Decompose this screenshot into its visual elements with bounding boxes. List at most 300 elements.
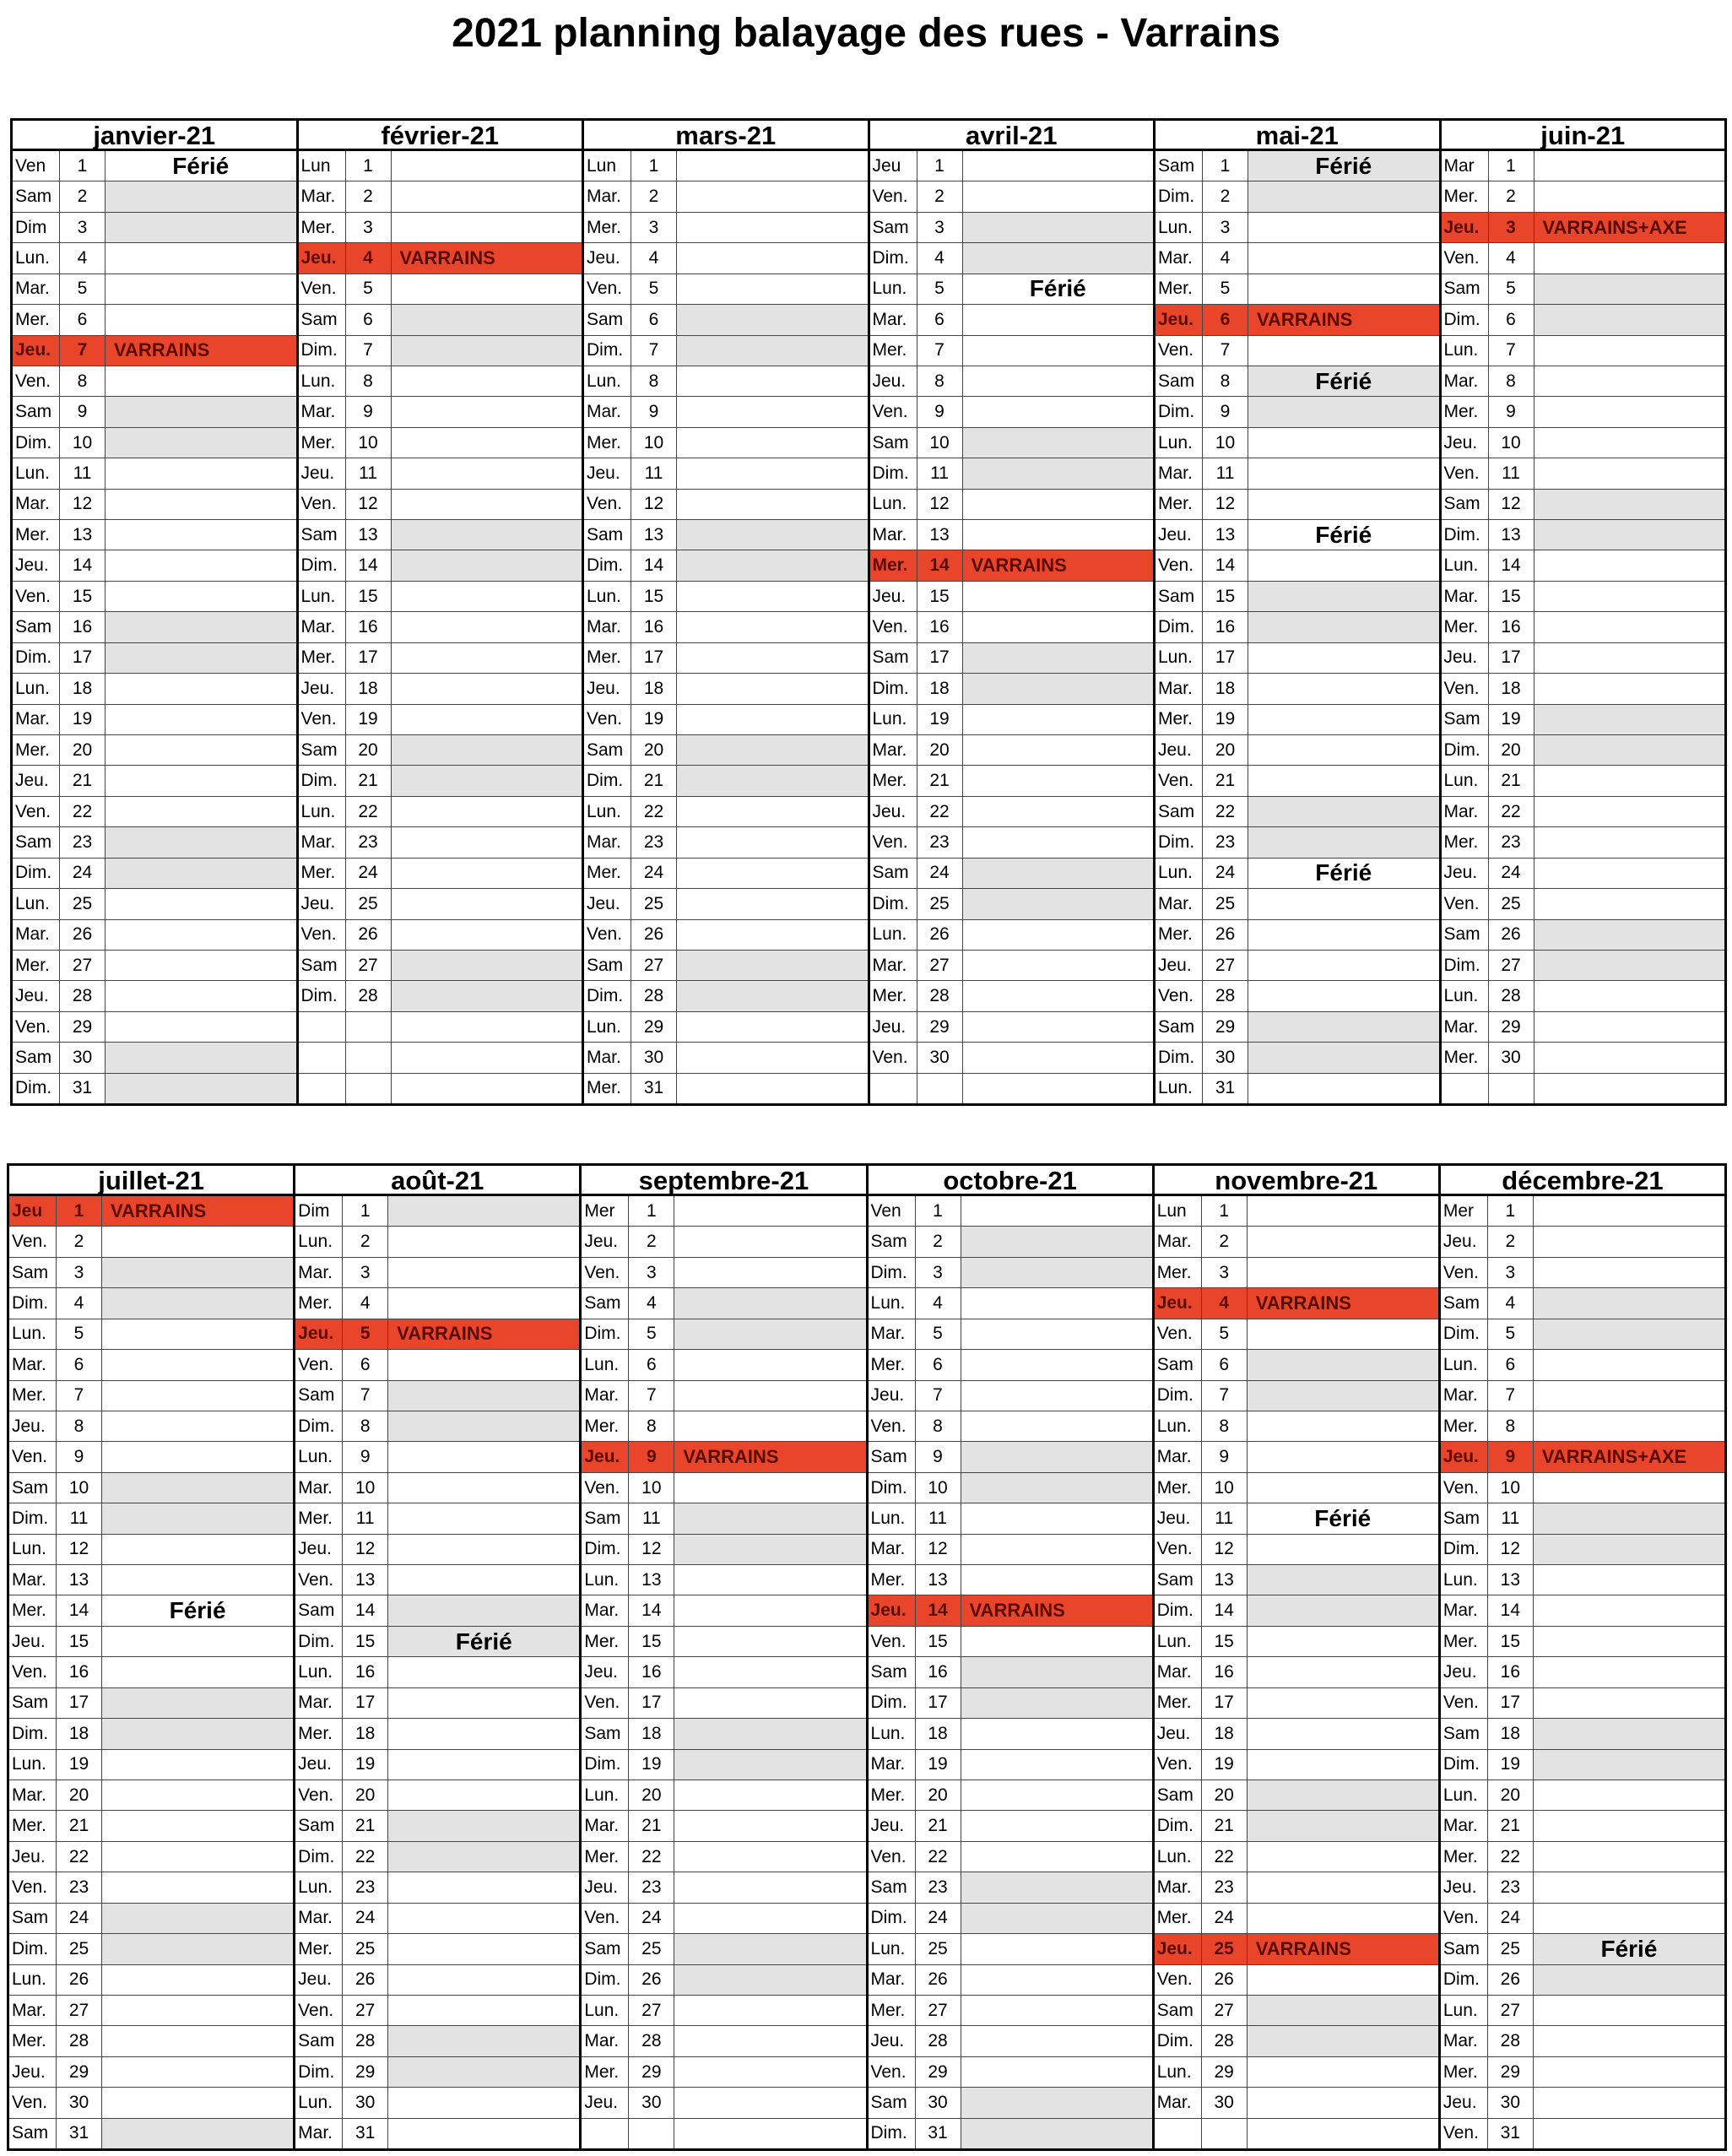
note-cell bbox=[961, 1780, 1152, 1810]
weekday-cell: Mer. bbox=[299, 428, 346, 458]
note-cell bbox=[963, 643, 1154, 673]
day-number-cell: 24 bbox=[916, 1904, 961, 1933]
day-number-cell: 24 bbox=[1203, 859, 1248, 888]
note-cell bbox=[388, 2057, 579, 2087]
day-row bbox=[869, 1350, 1152, 1380]
weekday-cell: Jeu. bbox=[582, 1872, 629, 1902]
weekday-cell: Sam bbox=[13, 827, 60, 857]
day-row bbox=[870, 213, 1154, 243]
day-row bbox=[1441, 1996, 1724, 2026]
weekday-cell: Jeu. bbox=[299, 243, 346, 273]
weekday-cell: Ven. bbox=[1155, 1319, 1202, 1349]
weekday-cell: Sam bbox=[870, 643, 917, 673]
weekday-cell: Ven. bbox=[584, 705, 631, 734]
weekday-cell: Lun. bbox=[582, 1350, 629, 1379]
day-row bbox=[870, 428, 1154, 458]
day-row bbox=[870, 827, 1154, 858]
weekday-cell: Lun. bbox=[295, 1872, 343, 1902]
note-cell bbox=[388, 1473, 579, 1503]
note-cell: VARRAINS bbox=[102, 1196, 293, 1226]
day-row bbox=[869, 1503, 1152, 1534]
day-number-cell: 25 bbox=[60, 889, 106, 918]
day-number-cell: 24 bbox=[631, 859, 677, 888]
note-cell bbox=[1248, 336, 1439, 366]
note-cell bbox=[1248, 1627, 1438, 1656]
weekday-cell: Ven. bbox=[1156, 981, 1203, 1010]
day-row bbox=[582, 1288, 865, 1319]
day-number-cell: 2 bbox=[1489, 181, 1534, 211]
note-cell bbox=[674, 1381, 865, 1411]
note-cell bbox=[1534, 305, 1725, 334]
weekday-cell: Lun. bbox=[869, 1719, 916, 1748]
day-row bbox=[295, 1657, 579, 1687]
day-row bbox=[582, 1750, 865, 1780]
weekday-cell: Jeu. bbox=[1156, 305, 1203, 334]
weekday-cell: Sam bbox=[1441, 1934, 1488, 1964]
day-number-cell: 26 bbox=[60, 920, 106, 950]
day-row bbox=[1442, 181, 1725, 212]
note-cell: Férié bbox=[1315, 521, 1372, 548]
day-row bbox=[582, 1719, 865, 1749]
day-row bbox=[299, 705, 582, 735]
note-cell bbox=[106, 243, 296, 273]
note-cell bbox=[388, 1258, 579, 1287]
day-number-cell: 11 bbox=[917, 458, 963, 488]
day-number-cell: 23 bbox=[1202, 1872, 1248, 1902]
note-cell bbox=[1534, 336, 1725, 366]
day-number-cell: 27 bbox=[917, 951, 963, 980]
day-number-cell: 16 bbox=[60, 612, 106, 642]
note-cell bbox=[1534, 1595, 1724, 1625]
day-row bbox=[295, 1627, 579, 1657]
day-row bbox=[870, 735, 1154, 766]
note-cell bbox=[388, 1381, 579, 1411]
weekday-cell: Lun. bbox=[1441, 1996, 1488, 2025]
weekday-cell: Dim. bbox=[295, 2057, 343, 2087]
weekday-cell: Ven. bbox=[1441, 1904, 1488, 1933]
weekday-cell: Mer. bbox=[1441, 1411, 1488, 1441]
day-number-cell: 2 bbox=[1488, 1227, 1534, 1256]
note-cell bbox=[1534, 859, 1725, 888]
day-number-cell: 27 bbox=[916, 1996, 961, 2025]
day-number-cell: 26 bbox=[346, 920, 392, 950]
note-cell bbox=[106, 428, 296, 458]
weekday-cell: Ven. bbox=[870, 612, 917, 642]
day-number-cell: 16 bbox=[1203, 612, 1248, 642]
day-number-cell: 30 bbox=[916, 2088, 961, 2117]
day-row bbox=[9, 1473, 293, 1503]
day-row bbox=[870, 490, 1154, 520]
day-number-cell: 9 bbox=[1488, 1442, 1534, 1471]
note-cell bbox=[392, 151, 582, 181]
note-cell bbox=[392, 274, 582, 304]
day-row bbox=[1441, 1411, 1724, 1442]
day-number-cell: 23 bbox=[60, 827, 106, 857]
day-row bbox=[1155, 1996, 1438, 2026]
weekday-cell: Dim. bbox=[1441, 1535, 1488, 1564]
note-cell bbox=[961, 2088, 1152, 2117]
day-row bbox=[13, 151, 296, 181]
weekday-cell: Mer. bbox=[13, 951, 60, 980]
day-row bbox=[9, 1288, 293, 1319]
note-cell bbox=[963, 705, 1154, 734]
day-number-cell: 5 bbox=[916, 1319, 961, 1349]
note-cell bbox=[963, 674, 1154, 703]
note-cell bbox=[1534, 1350, 1724, 1379]
day-row bbox=[1155, 1719, 1438, 1749]
note-cell bbox=[963, 827, 1154, 857]
day-number-cell: 7 bbox=[916, 1381, 961, 1411]
weekday-cell: Jeu. bbox=[1441, 1227, 1488, 1256]
weekday-cell: Mar. bbox=[299, 827, 346, 857]
weekday-cell: Mar. bbox=[1156, 889, 1203, 918]
day-row bbox=[1442, 827, 1725, 858]
note-cell bbox=[674, 1319, 865, 1349]
weekday-cell: Ven. bbox=[13, 1012, 60, 1042]
day-number-cell: 4 bbox=[57, 1288, 102, 1318]
day-number-cell: 2 bbox=[346, 181, 392, 211]
note-cell bbox=[1534, 397, 1725, 426]
day-number-cell: 12 bbox=[629, 1535, 674, 1564]
weekday-cell: Mer. bbox=[582, 1627, 629, 1656]
day-row bbox=[1155, 1350, 1438, 1380]
note-cell bbox=[963, 1043, 1154, 1072]
day-row bbox=[582, 1965, 865, 1996]
note-cell bbox=[392, 859, 582, 888]
month-header: octobre-21 bbox=[869, 1166, 1152, 1196]
day-number-cell: 2 bbox=[343, 1227, 388, 1256]
weekday-cell: Mar. bbox=[299, 181, 346, 211]
day-number-cell: 21 bbox=[917, 766, 963, 795]
day-number-cell: 30 bbox=[60, 1043, 106, 1072]
note-cell bbox=[1534, 274, 1725, 304]
day-row bbox=[584, 397, 868, 427]
day-row bbox=[582, 1319, 865, 1350]
note-cell bbox=[102, 1258, 293, 1287]
note-cell: Férié bbox=[172, 152, 230, 179]
weekday-cell: Mer. bbox=[1155, 1688, 1202, 1718]
note-cell bbox=[388, 1750, 579, 1780]
day-row bbox=[870, 520, 1154, 550]
weekday-cell: Mar. bbox=[1156, 243, 1203, 273]
day-number-cell: 31 bbox=[1488, 2119, 1534, 2148]
day-row bbox=[1442, 366, 1725, 397]
weekday-cell: Lun. bbox=[1442, 981, 1489, 1010]
weekday-cell: Lun. bbox=[299, 366, 346, 396]
note-cell: VARRAINS+AXE bbox=[1534, 1442, 1724, 1471]
day-number-cell: 12 bbox=[1202, 1535, 1248, 1564]
note-cell bbox=[1248, 612, 1439, 642]
note-cell bbox=[963, 458, 1154, 488]
note-cell bbox=[102, 2088, 293, 2117]
day-number-cell: 5 bbox=[343, 1319, 388, 1349]
day-row bbox=[870, 920, 1154, 951]
note-cell bbox=[961, 1227, 1152, 1256]
note-cell bbox=[1248, 1196, 1438, 1226]
day-row bbox=[13, 305, 296, 335]
day-row bbox=[869, 1719, 1152, 1749]
weekday-cell: Mer. bbox=[1442, 181, 1489, 211]
note-cell bbox=[392, 797, 582, 826]
day-number-cell: 17 bbox=[917, 643, 963, 673]
note-cell bbox=[102, 1657, 293, 1687]
note-cell bbox=[1534, 2057, 1724, 2087]
weekday-cell: Dim. bbox=[1156, 612, 1203, 642]
weekday-cell: Mer. bbox=[582, 1842, 629, 1872]
weekday-cell: Dim. bbox=[1155, 1381, 1202, 1411]
day-row bbox=[1156, 797, 1439, 827]
day-number-cell: 3 bbox=[1203, 213, 1248, 242]
weekday-cell: Mer. bbox=[295, 1503, 343, 1533]
day-row bbox=[1156, 428, 1439, 458]
day-number-cell: 16 bbox=[631, 612, 677, 642]
day-row bbox=[582, 1196, 865, 1227]
day-row bbox=[1441, 1565, 1724, 1595]
day-row bbox=[1442, 705, 1725, 735]
day-row bbox=[869, 1227, 1152, 1257]
day-number-cell: 7 bbox=[343, 1381, 388, 1411]
note-cell bbox=[674, 1811, 865, 1840]
weekday-cell: Sam bbox=[9, 2119, 57, 2148]
weekday-cell: Lun. bbox=[295, 1657, 343, 1687]
weekday-cell: Dim. bbox=[1441, 1750, 1488, 1780]
note-cell bbox=[677, 397, 868, 426]
day-row bbox=[582, 1811, 865, 1841]
day-number-cell: 18 bbox=[343, 1719, 388, 1748]
day-row bbox=[295, 1565, 579, 1595]
day-number-cell: 10 bbox=[1489, 428, 1534, 458]
note-cell bbox=[1534, 612, 1725, 642]
day-row bbox=[299, 951, 582, 981]
day-number-cell: 28 bbox=[917, 981, 963, 1010]
day-number-cell: 13 bbox=[346, 520, 392, 550]
day-number-cell: 12 bbox=[343, 1535, 388, 1564]
month-column bbox=[869, 1166, 1155, 2148]
note-cell bbox=[1534, 1565, 1724, 1595]
note-cell: Férié bbox=[1029, 275, 1086, 302]
weekday-cell: Ven. bbox=[13, 797, 60, 826]
day-row bbox=[1441, 1904, 1724, 1934]
day-row bbox=[870, 274, 1154, 305]
day-number-cell: 31 bbox=[631, 1074, 677, 1103]
weekday-cell: Jeu. bbox=[295, 1965, 343, 1995]
day-row bbox=[1442, 797, 1725, 827]
day-row bbox=[1441, 1688, 1724, 1719]
day-number-cell: 14 bbox=[1488, 1595, 1534, 1625]
weekday-cell: Mer. bbox=[1442, 1043, 1489, 1072]
weekday-cell: Mar. bbox=[869, 1535, 916, 1564]
day-number-cell: 23 bbox=[1203, 827, 1248, 857]
day-number-cell: 24 bbox=[1489, 859, 1534, 888]
note-cell: VARRAINS bbox=[1248, 305, 1439, 334]
day-number-cell: 14 bbox=[60, 550, 106, 580]
note-cell bbox=[961, 1535, 1152, 1564]
note-cell bbox=[392, 981, 582, 1010]
weekday-cell: Jeu. bbox=[584, 674, 631, 703]
note-cell bbox=[106, 274, 296, 304]
note-cell bbox=[388, 1904, 579, 1933]
day-row bbox=[1442, 735, 1725, 766]
day-number-cell: 24 bbox=[60, 859, 106, 888]
weekday-cell: Lun bbox=[1155, 1196, 1202, 1226]
day-number-cell: 28 bbox=[1202, 2026, 1248, 2056]
note-cell bbox=[1534, 766, 1725, 795]
note-cell bbox=[677, 735, 868, 765]
day-number-cell: 30 bbox=[629, 2088, 674, 2117]
day-row bbox=[584, 490, 868, 520]
day-row bbox=[869, 1842, 1152, 1872]
day-row bbox=[582, 1350, 865, 1380]
weekday-cell: Jeu. bbox=[869, 1595, 916, 1625]
weekday-cell: Mer. bbox=[1156, 490, 1203, 519]
note-cell bbox=[961, 1996, 1152, 2025]
day-row bbox=[299, 181, 582, 212]
day-number-cell: 12 bbox=[57, 1535, 102, 1564]
weekday-cell: Dim bbox=[295, 1196, 343, 1226]
note-cell: VARRAINS bbox=[1248, 1934, 1438, 1964]
note-cell bbox=[102, 1811, 293, 1840]
note-cell bbox=[1248, 1074, 1439, 1103]
day-number-cell: 3 bbox=[346, 213, 392, 242]
day-number-cell: 17 bbox=[1202, 1688, 1248, 1718]
note-cell bbox=[106, 859, 296, 888]
weekday-cell: Dim. bbox=[1442, 305, 1489, 334]
note-cell bbox=[102, 1780, 293, 1810]
weekday-cell: Mar. bbox=[13, 920, 60, 950]
note-cell bbox=[674, 1996, 865, 2025]
day-number-cell: 12 bbox=[917, 490, 963, 519]
note-cell bbox=[961, 1688, 1152, 1718]
note-cell bbox=[106, 1043, 296, 1072]
note-cell bbox=[1248, 243, 1439, 273]
weekday-cell: Mer. bbox=[295, 1719, 343, 1748]
day-row bbox=[584, 520, 868, 550]
day-number-cell: 8 bbox=[60, 366, 106, 396]
note-cell bbox=[963, 397, 1154, 426]
day-number-cell: 25 bbox=[916, 1934, 961, 1964]
day-number-cell: 29 bbox=[57, 2057, 102, 2087]
day-row bbox=[1156, 859, 1439, 889]
day-row bbox=[870, 1043, 1154, 1073]
weekday-cell: Jeu. bbox=[295, 1535, 343, 1564]
day-row bbox=[299, 920, 582, 951]
note-cell bbox=[1534, 1657, 1724, 1687]
day-row bbox=[295, 1535, 579, 1565]
day-number-cell: 23 bbox=[343, 1872, 388, 1902]
note-cell bbox=[1534, 458, 1725, 488]
day-row bbox=[1156, 981, 1439, 1011]
note-cell bbox=[392, 1074, 582, 1103]
weekday-cell: Jeu. bbox=[1442, 859, 1489, 888]
day-row bbox=[295, 1411, 579, 1442]
weekday-cell: Dim. bbox=[582, 1965, 629, 1995]
weekday-cell: Lun. bbox=[582, 1780, 629, 1810]
day-number-cell: 5 bbox=[60, 274, 106, 304]
weekday-cell: Mer. bbox=[1441, 2057, 1488, 2087]
note-cell bbox=[106, 366, 296, 396]
weekday-cell: Ven bbox=[869, 1196, 916, 1226]
note-cell bbox=[1248, 1657, 1438, 1687]
note-cell bbox=[392, 766, 582, 795]
note-cell bbox=[677, 705, 868, 734]
weekday-cell: Mer. bbox=[584, 1074, 631, 1103]
note-cell bbox=[963, 889, 1154, 918]
day-row bbox=[13, 336, 296, 366]
weekday-cell: Mar. bbox=[299, 397, 346, 426]
weekday-cell bbox=[870, 1074, 917, 1103]
day-number-cell: 30 bbox=[1489, 1043, 1534, 1072]
day-number-cell: 7 bbox=[60, 336, 106, 366]
day-row bbox=[295, 1811, 579, 1841]
day-number-cell: 3 bbox=[917, 213, 963, 242]
day-row bbox=[582, 1227, 865, 1257]
note-cell: VARRAINS bbox=[388, 1319, 579, 1349]
day-row bbox=[1155, 2057, 1438, 2088]
weekday-cell: Dim. bbox=[1156, 181, 1203, 211]
weekday-cell: Ven. bbox=[9, 1442, 57, 1471]
note-cell bbox=[677, 305, 868, 334]
day-row bbox=[1155, 1227, 1438, 1257]
day-number-cell: 7 bbox=[1489, 336, 1534, 366]
day-row bbox=[582, 1381, 865, 1411]
day-number-cell: 25 bbox=[1489, 889, 1534, 918]
month-column bbox=[582, 1166, 868, 2148]
weekday-cell: Jeu. bbox=[584, 243, 631, 273]
day-row bbox=[869, 1319, 1152, 1350]
weekday-cell: Jeu. bbox=[299, 458, 346, 488]
day-number-cell: 7 bbox=[629, 1381, 674, 1411]
weekday-cell: Sam bbox=[295, 1811, 343, 1840]
note-cell bbox=[961, 1904, 1152, 1933]
day-number-cell: 10 bbox=[917, 428, 963, 458]
weekday-cell: Mer. bbox=[870, 981, 917, 1010]
weekday-cell: Jeu. bbox=[1441, 1657, 1488, 1687]
note-cell bbox=[388, 1842, 579, 1872]
day-number-cell: 22 bbox=[916, 1842, 961, 1872]
day-row bbox=[295, 1750, 579, 1780]
day-row bbox=[299, 305, 582, 335]
day-row bbox=[299, 397, 582, 427]
day-row bbox=[299, 490, 582, 520]
note-cell bbox=[106, 1074, 296, 1103]
weekday-cell: Ven. bbox=[9, 1227, 57, 1256]
day-number-cell: 5 bbox=[57, 1319, 102, 1349]
note-cell bbox=[106, 766, 296, 795]
note-cell bbox=[1248, 766, 1439, 795]
day-number-cell: 8 bbox=[1202, 1411, 1248, 1441]
weekday-cell: Sam bbox=[869, 1872, 916, 1902]
day-row bbox=[295, 1934, 579, 1964]
weekday-cell: Dim. bbox=[1442, 951, 1489, 980]
day-row bbox=[582, 1565, 865, 1595]
note-cell bbox=[1248, 2088, 1438, 2117]
note-cell bbox=[1248, 1319, 1438, 1349]
day-row bbox=[13, 951, 296, 981]
note-cell bbox=[102, 1535, 293, 1564]
day-number-cell: 30 bbox=[631, 1043, 677, 1072]
note-cell bbox=[392, 181, 582, 211]
weekday-cell: Mar. bbox=[584, 1043, 631, 1072]
day-number-cell: 21 bbox=[631, 766, 677, 795]
weekday-cell: Sam bbox=[1156, 582, 1203, 611]
weekday-cell: Jeu. bbox=[584, 889, 631, 918]
note-cell bbox=[388, 1535, 579, 1564]
note-cell bbox=[1248, 920, 1439, 950]
weekday-cell: Ven. bbox=[299, 490, 346, 519]
month-header: avril-21 bbox=[870, 121, 1154, 151]
day-row bbox=[1442, 336, 1725, 366]
note-cell bbox=[1534, 1904, 1724, 1933]
